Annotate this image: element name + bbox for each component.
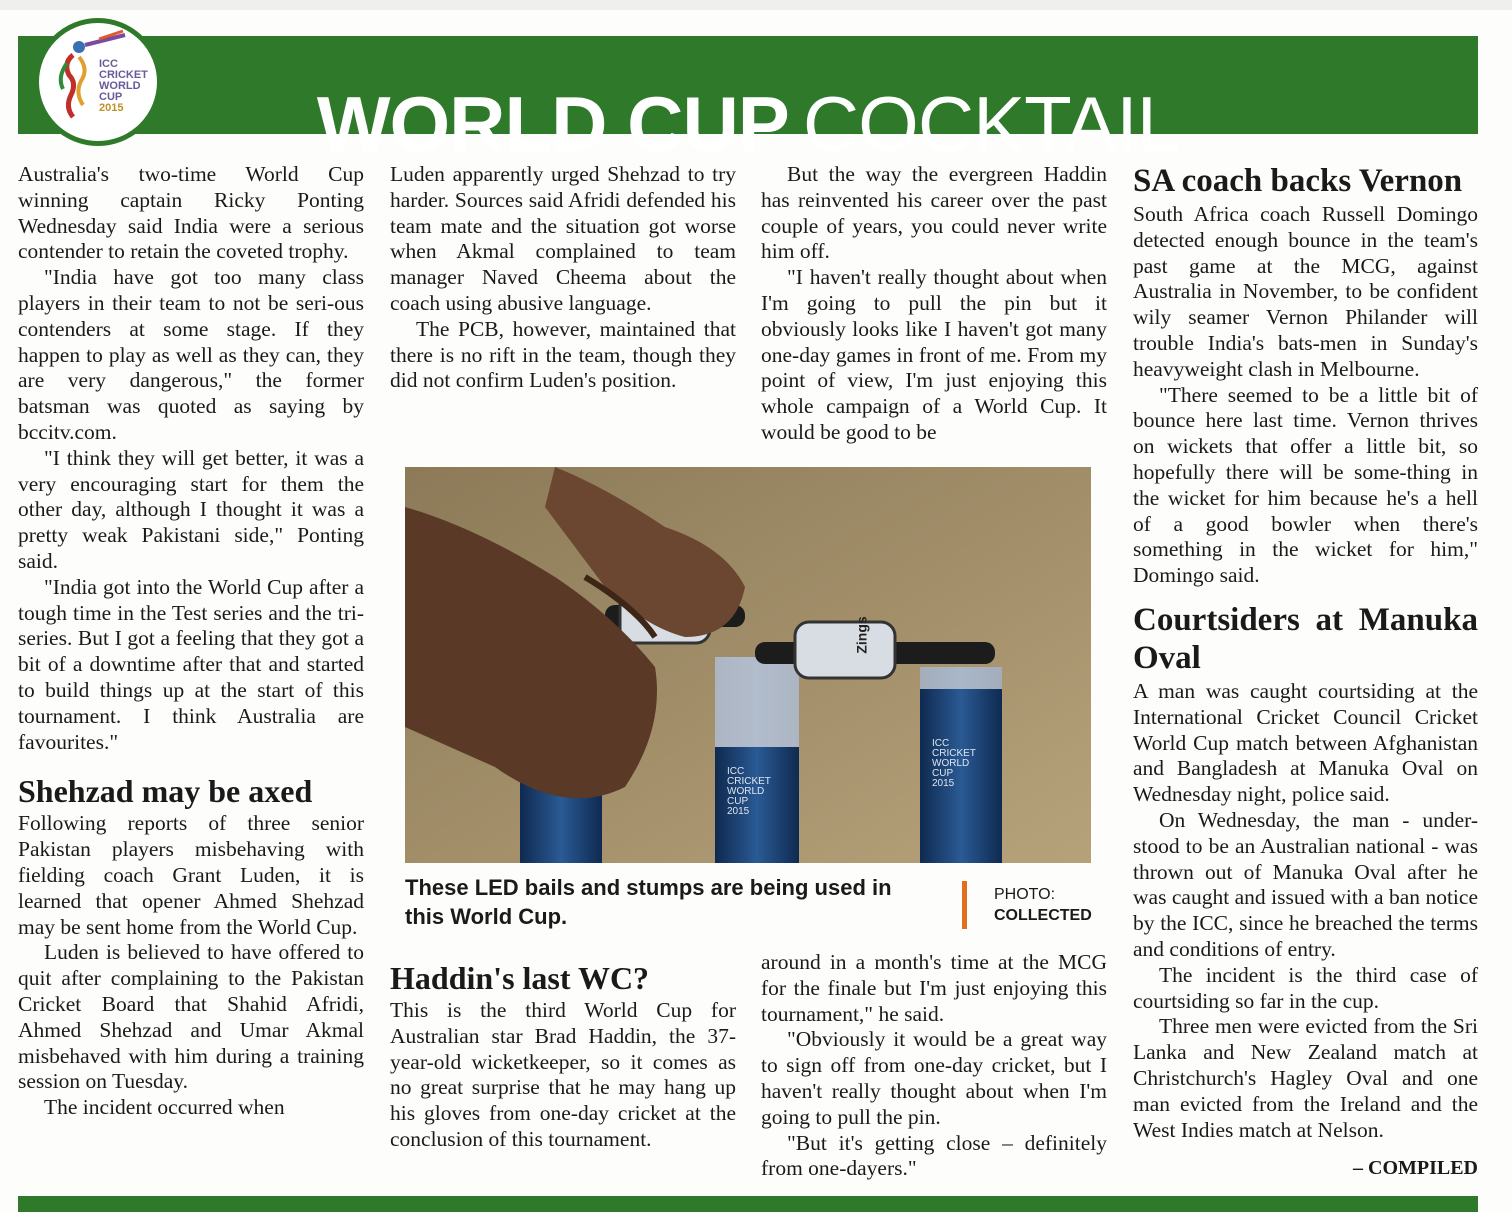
column-2-top — [390, 162, 736, 394]
article-paragraph: Luden apparently urged Shehzad to try harder. Sources said Afridi defended his team mate and the situation got worse when Akmal complained to team manager Naved Cheema about the coach using abusive language. — [390, 162, 736, 315]
article-paragraph: The PCB, however, maintained that there is no rift in the team, though they did not confirm Luden's position. — [390, 316, 736, 393]
column-2-bottom — [390, 958, 736, 1153]
stump-line1: ICC — [932, 738, 950, 749]
logo-text — [99, 59, 159, 114]
headline-haddin: Haddin's last WC? — [390, 960, 650, 996]
photo-credit — [994, 884, 1092, 926]
headline-shehzad: Shehzad may be axed — [18, 773, 313, 810]
credit-label: PHOTO: — [994, 886, 1056, 903]
article-paragraph: Luden is believed to have offered to quit after complaining to the Pakistan Cricket Board that Shahid Afridi, Ahmed Shehzad and Umar Akmal misbehaved with him during a training session on Tuesday. — [18, 940, 364, 1094]
article-paragraph: South Africa coach Russell Domingo detected enough bounce in the team's past game at the MCG, against Australia in November, to be confident wily seamer Vernon Philander will trouble India's bats-men in Sunday's heavyweight clash in Melbourne. — [1133, 202, 1478, 381]
stump-line3: WORLD — [727, 786, 765, 797]
article-paragraph: The incident occurred when — [44, 1095, 285, 1120]
credit-divider — [962, 881, 967, 929]
article-paragraph: The incident is the third case of courtsiding so far in the cup. — [1133, 962, 1478, 1013]
article-paragraph: This is the third World Cup for Australian star Brad Haddin, the 37-year-old wicketkeeper, so it comes as no great surprise that he may hang up his gloves from one-day cricket at the conclusion of this tournament. — [390, 998, 736, 1151]
footer-bar — [18, 1196, 1478, 1212]
article-paragraph: Three men were evicted from the Sri Lanka and New Zealand match at Christchurch's Hagley Oval and one man evicted from the Ireland and the West Indies match at Nelson. — [1133, 1014, 1478, 1142]
article-paragraph: On Wednesday, the man - under-stood to be an Australian national - was thrown out of Manuka Oval after he was caught and issued with a ban notice by the ICC, since he breached the terms and conditions of entry. — [1133, 807, 1478, 961]
compiled-credit: – COMPILED — [1353, 1157, 1478, 1179]
article-paragraph: Following reports of three senior Pakistan players misbehaving with fielding coach Grant Luden, it is learned that opener Ahmed Shehzad may be sent home from the World Cup. — [18, 811, 364, 939]
headline-sa-coach: SA coach backs Vernon — [1133, 163, 1463, 199]
article-paragraph: "Obviously it would be a great way to sign off from one-day cricket, but I haven't really thought about when I'm going to pull the pin. — [761, 1027, 1107, 1129]
stump-logo-text — [727, 767, 771, 817]
column-3-top — [761, 162, 1107, 446]
stump-line2: CRICKET — [727, 776, 771, 787]
article-paragraph: "India got into the World Cup after a tough time in the Test series and the tri-series. But I got a feeling that they got a bit of a downtime after that and started to build things up at the start of this tournament. I think Australia are favourites." — [18, 574, 364, 754]
article-paragraph: Australia's two-time World Cup winning captain Ricky Ponting Wednesday said India were a serious contender to retain the coveted trophy. — [18, 162, 364, 264]
section-title-bold: WORLD CUP — [316, 80, 789, 168]
photo-caption: These LED bails and stumps are being used in this World Cup. — [405, 875, 892, 929]
led-bails-photo — [405, 467, 1091, 863]
credit-value: COLLECTED — [994, 907, 1092, 924]
logo-line4: CUP — [99, 91, 123, 103]
logo-year: 2015 — [99, 102, 124, 114]
section-title-light: COCKTAIL — [802, 80, 1180, 168]
stump-line2: CRICKET — [932, 748, 976, 759]
column-3-bottom — [761, 950, 1107, 1182]
stump-line1: ICC — [727, 766, 745, 777]
article-paragraph: "There seemed to be a little bit of bounce here last time. Vernon thrives on wickets that offer a little bit, so hopefully there will be some-thing in the wicket for him because he's a hell of a good bowler when there's something in the wicket for him," Domingo said. — [1133, 382, 1478, 588]
article-paragraph: "But it's getting close – definitely from one-dayers." — [761, 1130, 1107, 1181]
stump-logo-text-right — [932, 739, 976, 789]
stump-year: 2015 — [932, 778, 955, 789]
article-paragraph: around in a month's time at the MCG for the finale but I'm just enjoying this tournament," he said. — [761, 950, 1107, 1026]
world-cup-logo — [34, 18, 162, 146]
section-banner — [18, 36, 1478, 168]
page-top-edge — [0, 0, 1512, 10]
stump-line4: CUP — [727, 796, 749, 807]
section-title — [18, 76, 1478, 172]
article-paragraph: "I think they will get better, it was a very encouraging start for them the other day, although I thought it was a pretty weak Pakistani side," Ponting said. — [18, 445, 364, 573]
logo-line3: WORLD — [99, 80, 141, 92]
column-4 — [1133, 162, 1478, 1143]
stump-line3: WORLD — [932, 758, 970, 769]
article-paragraph: "I haven't really thought about when I'm going to pull the pin but it obviously looks like I haven't got many one-day games in front of me. From my point of view, I'm just enjoying this whole campaign of a World Cup. It would be good to be — [761, 265, 1107, 444]
stump-line4: CUP — [932, 768, 954, 779]
logo-line2: CRICKET — [99, 69, 148, 81]
article-paragraph: But the way the evergreen Haddin has reinvented his career over the past couple of years, you could never write him off. — [761, 162, 1107, 264]
stump-year: 2015 — [727, 806, 750, 817]
bail-label: Zings — [853, 616, 870, 654]
headline-courtsiders: Courtsiders at Manuka Oval — [1133, 601, 1478, 676]
column-1 — [18, 162, 364, 1121]
article-paragraph: A man was caught courtsiding at the International Cricket Council Cricket World Cup match between Afghanistan and Bangladesh at Manuka Oval on Wednesday night, police said. — [1133, 678, 1478, 807]
logo-line1: ICC — [99, 58, 118, 70]
article-paragraph: "India have got too many class players in their team to not be seri-ous contenders at some stage. If they happen to play as well as they can, they are very dangerous," the former batsman was quoted as saying by bccitv.com. — [18, 265, 364, 444]
